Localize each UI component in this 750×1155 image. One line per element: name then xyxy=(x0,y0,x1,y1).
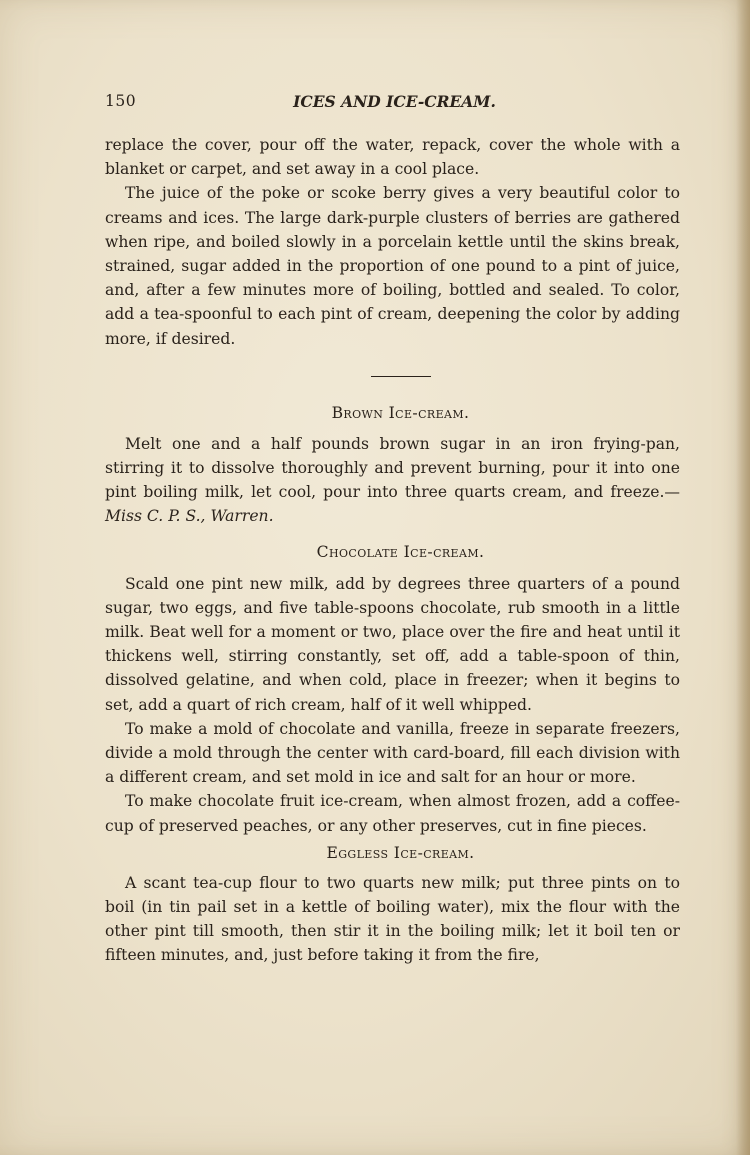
continuation-paragraph: replace the cover, pour off the water, repack, cover the whole with a blanket or carpet, and set away in a cool place. xyxy=(105,136,680,179)
page-number: 150 xyxy=(105,92,137,110)
brown-ice-cream-text: Melt one and a half pounds brown sugar in an iron frying-pan, stirring it to dissolve thoroughly and prevent burning, pour it into one pint boiling milk, let cool, pour into three quarts cream, and freeze.— xyxy=(105,434,680,502)
page-text-block xyxy=(105,92,680,968)
section-divider-rule xyxy=(371,376,431,377)
chocolate-paragraph-3: To make chocolate fruit ice-cream, when almost frozen, add a coffee-cup of preserved peaches, or any other preserves, cut in fine pieces. xyxy=(105,792,680,835)
brown-ice-cream-heading: Brown Ice-cream. xyxy=(331,403,470,422)
chocolate-paragraph-1: Scald one pint new milk, add by degrees three quarters of a pound sugar, two eggs, and five table-spoons chocolate, rub smooth in a little milk. Beat well for a moment or two, place over the fire and heat until it thickens well, stirring constantly, set off, add a table-spoon of thin, dissolved gelatine, and when cold, place in freezer; when it begins to set, add a quart of rich cream, half of it well whipped. xyxy=(105,574,680,714)
chocolate-ice-cream-heading: Chocolate Ice-cream. xyxy=(316,542,485,561)
brown-ice-cream-paragraph xyxy=(105,432,680,529)
running-title: ICES AND ICE-CREAM. xyxy=(293,92,496,111)
eggless-ice-cream-paragraph: A scant tea-cup flour to two quarts new milk; put three pints on to boil (in tin pail set in a kettle of boiling water), mix the flour with the other pint till smooth, then stir it in the boiling milk; let it boil ten or fifteen minutes, and, just before taking it from the fire, xyxy=(105,873,680,965)
running-head xyxy=(105,92,680,116)
chocolate-paragraph-2: To make a mold of chocolate and vanilla, freeze in separate freezers, divide a mold through the center with card-board, fill each division with a different cream, and set mold in ice and salt for an hour or more. xyxy=(105,719,680,787)
eggless-ice-cream-heading: Eggless Ice-cream. xyxy=(326,843,475,862)
brown-ice-cream-attribution: Miss C. P. S., Warren. xyxy=(105,507,274,526)
poke-berry-paragraph: The juice of the poke or scoke berry gives a very beautiful color to creams and ices. The large dark-purple clusters of berries are gathered when ripe, and boiled slowly in a porcelain kettle until the skins break, strained, sugar added in the proportion of one pound to a pint of juice, and, after a few minutes more of boiling, bottled and sealed. To color, add a tea-spoonful to each pint of cream, deepening the color by adding more, if desired. xyxy=(105,184,680,348)
